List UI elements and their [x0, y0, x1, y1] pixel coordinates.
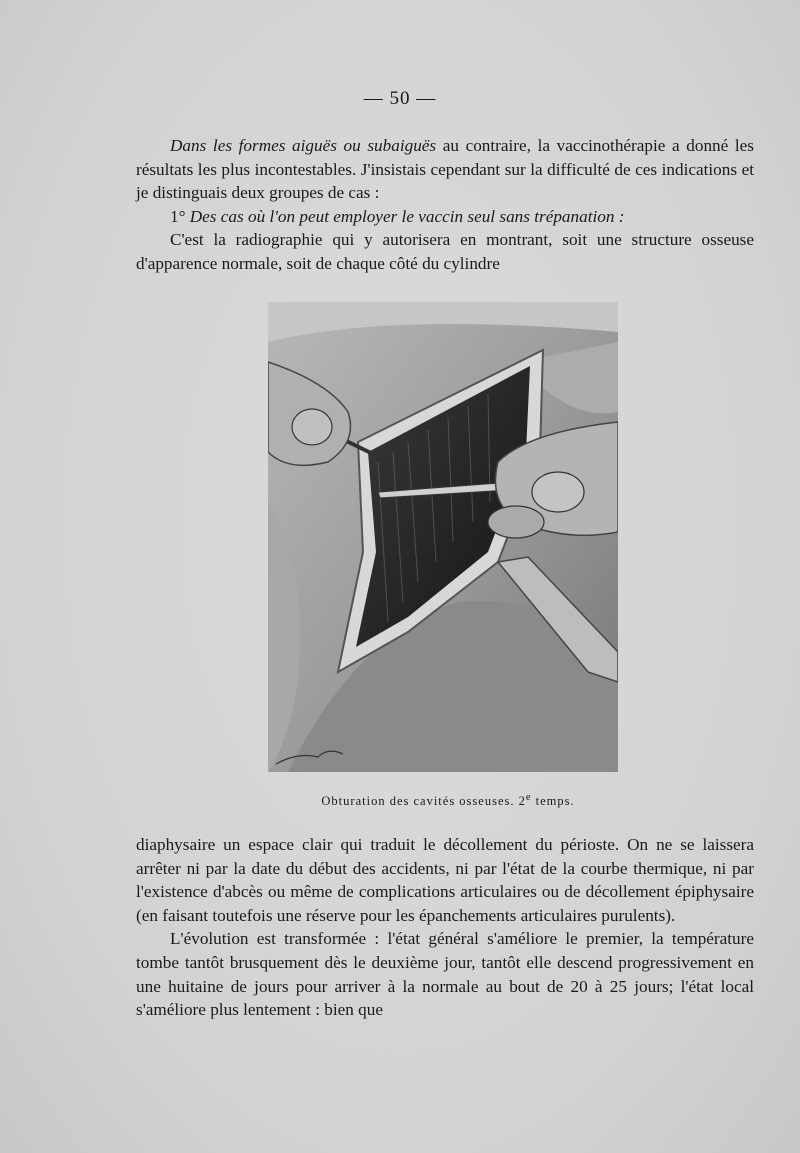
paragraph-case-group-1 — [136, 205, 754, 229]
paragraph-evolution — [136, 927, 754, 1021]
paragraph-text: diaphysaire un espace clair qui traduit le décollement du périoste. On ne se laissera arrêter ni par la date du début des accidents, ni par l'état de la courbe thermique, ni par l'existence d'abcès ou même de complications articulaires ou de décollement épiphysaire (en faisant toutefois une réserve pour les épanchements articulaires purulents). — [136, 835, 754, 925]
paragraph-continuation — [136, 833, 754, 927]
paragraph-text: C'est la radiographie qui y autorisera en montrant, soit une structure osseuse d'apparence normale, soit de chaque côté du cylindre — [136, 230, 754, 273]
paragraph-radiography — [136, 228, 754, 275]
caption-text-end: temps. — [531, 794, 575, 809]
caption-text: Obturation des cavités osseuses. 2 — [321, 794, 526, 809]
surgical-illustration — [268, 302, 618, 772]
figure-caption — [0, 792, 800, 809]
surgical-illustration-drawing — [268, 302, 618, 772]
paragraph-acute-forms — [136, 134, 754, 205]
italic-phrase: Des cas où l'on peut employer le vaccin seul sans trépanation : — [189, 206, 625, 226]
bottom-text-block — [136, 833, 754, 1022]
caption-superscript: e — [525, 792, 532, 803]
top-text-block — [136, 134, 754, 276]
paragraph-text: L'évolution est transformée : l'état général s'améliore le premier, la température tombe tantôt brusquement dès le deuxième jour, tantôt elle descend progressivement en une huitaine de jours pour arriver à la normale au bout de 20 à 25 jours; l'état local s'améliore plus lentement : bien que — [136, 929, 754, 1020]
page-number: — 50 — — [363, 88, 437, 109]
paragraph-text: au contraire, la vaccinothérapie a donné les résultats les plus incontestables. J'insistais cependant sur la difficulté de ces indications et je distinguais deux groupes de cas : — [136, 136, 754, 203]
italic-phrase: Dans les formes aiguës ou subaiguës — [170, 136, 437, 155]
list-number: 1° — [170, 206, 190, 226]
